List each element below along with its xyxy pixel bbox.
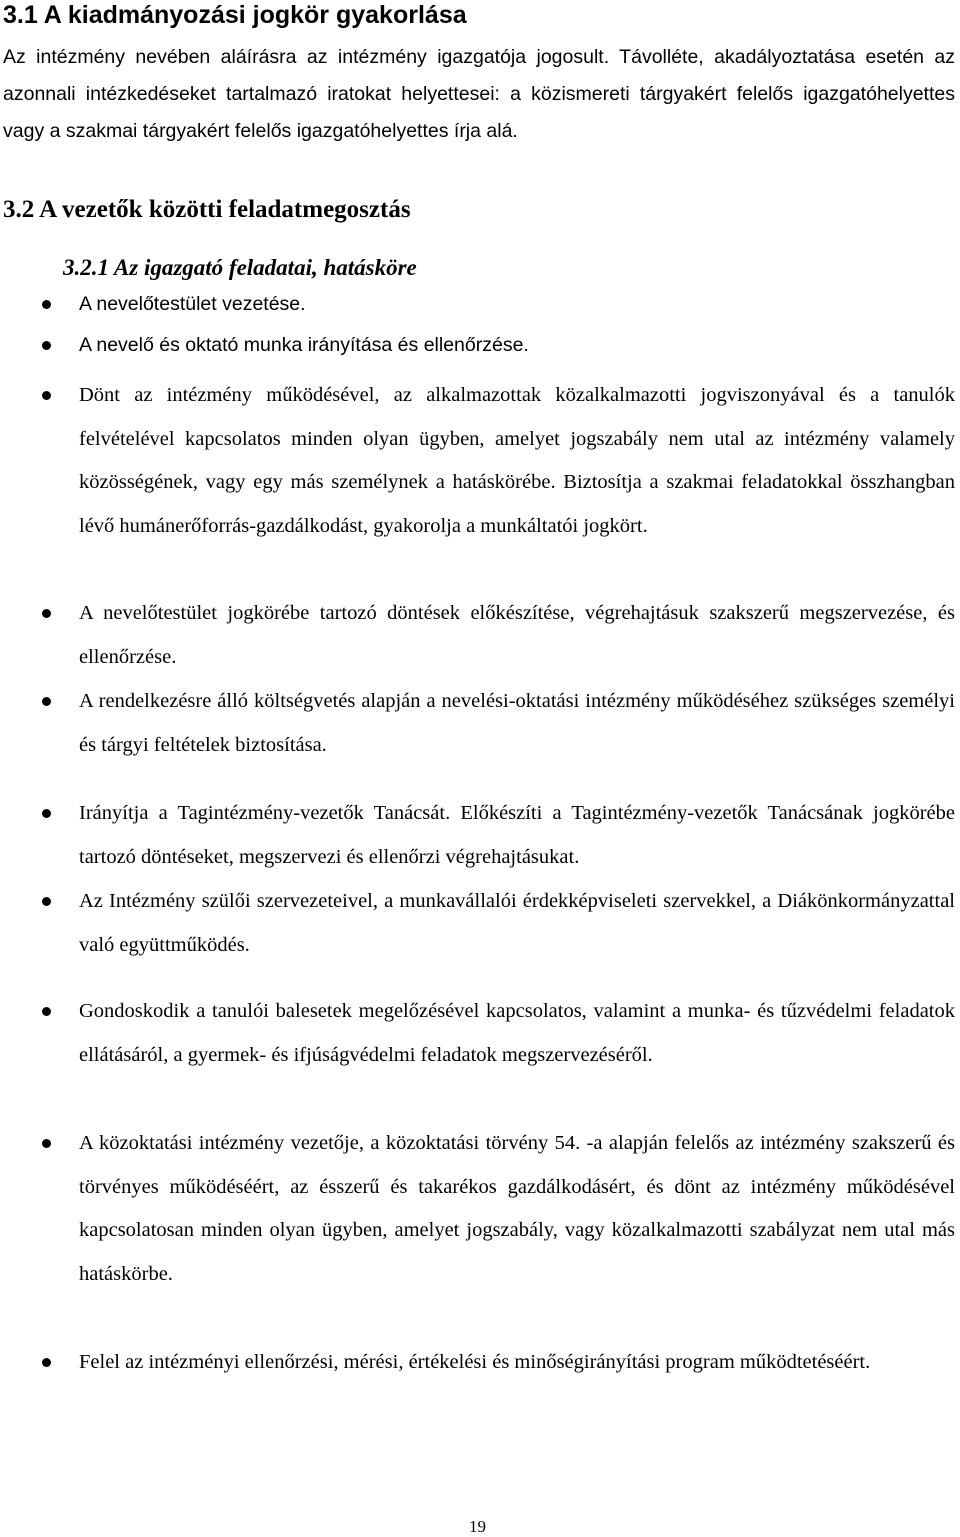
- list-item: [79, 880, 955, 967]
- bullet-icon: [42, 880, 52, 967]
- list-item-text: Az Intézmény szülői szervezeteivel, a munkavállalói érdekképviseleti szervekkel, a Diákönkormányzattal való együttműködés.: [79, 890, 955, 956]
- list-item: [79, 374, 955, 548]
- section-heading-3-1: 3.1 A kiadmányozási jogkör gyakorlása: [3, 1, 467, 29]
- bullet-icon: [42, 1122, 52, 1296]
- bullet-icon: [42, 680, 52, 767]
- list-item-text: Irányítja a Tagintézmény-vezetők Tanácsát. Előkészíti a Tagintézmény-vezetők Tanácsának jogkörébe tartozó döntéseket, megszervezi és ellenőrzi végrehajtásukat.: [79, 802, 955, 868]
- bullet-icon: [42, 284, 52, 325]
- list-item-text: A nevelő és oktató munka irányítása és ellenőrzése.: [79, 334, 529, 356]
- list-item: [79, 792, 955, 879]
- list-item-text: A nevelőtestület vezetése.: [79, 293, 306, 315]
- list-item-text: Gondoskodik a tanulói balesetek megelőzésével kapcsolatos, valamint a munka- és tűzvédelmi feladatok ellátásáról, a gyermek- és ifjúságvédelmi feladatok megszervezéséről.: [79, 1000, 955, 1066]
- list-item: [79, 1122, 955, 1296]
- list-item-text: Dönt az intézmény működésével, az alkalmazottak közalkalmazotti jogviszonyával és a tanulók felvételével kapcsolatos minden olyan ügyben, amelyet jogszabály nem utal az intézmény valamely közösségének, vagy egy más személynek a hatáskörébe. Biztosítja a szakmai feladatokkal összhangban lévő humánerőforrás-gazdálkodást, gyakorolja a munkáltatói jogkört.: [79, 384, 955, 537]
- bullet-icon: [42, 1341, 52, 1385]
- subsection-heading-3-2-1: 3.2.1 Az igazgató feladatai, hatásköre: [63, 255, 417, 280]
- bullet-icon: [42, 990, 52, 1077]
- list-item: [79, 990, 955, 1077]
- bullet-icon: [42, 374, 52, 548]
- section-3-1-paragraph: Az intézmény nevében aláírásra az intézmény igazgatója jogosult. Távolléte, akadályoztatása esetén az azonnali intézkedéseket tartalmazó iratokat helyettesei: a közismereti tárgyakért felelős igazgatóhelyettes vagy a szakmai tárgyakért felelős igazgatóhelyettes írja alá.: [3, 46, 955, 142]
- bullet-icon: [42, 792, 52, 879]
- list-item: [79, 325, 955, 366]
- list-item: [79, 592, 955, 679]
- list-item-text: Felel az intézményi ellenőrzési, mérési, értékelési és minőségirányítási program működtetéséért.: [79, 1351, 871, 1373]
- bullet-icon: [42, 325, 52, 366]
- section-heading-3-2: 3.2 A vezetők közötti feladatmegosztás: [3, 196, 411, 223]
- list-item: [79, 680, 955, 767]
- bullet-icon: [42, 592, 52, 679]
- list-item-text: A közoktatási intézmény vezetője, a közoktatási törvény 54. -a alapján felelős az intézmény szakszerű és törvényes működéséért, az ésszerű és takarékos gazdálkodásért, és dönt az intézmény működésével kapcsolatosan minden olyan ügyben, amelyet jogszabály, vagy közalkalmazotti szabályzat nem utal más hatáskörbe.: [79, 1132, 955, 1285]
- list-item-text: A nevelőtestület jogkörébe tartozó döntések előkészítése, végrehajtásuk szakszerű megszervezése, és ellenőrzése.: [79, 602, 955, 668]
- list-item-text: A rendelkezésre álló költségvetés alapján a nevelési-oktatási intézmény működéséhez szükséges személyi és tárgyi feltételek biztosítása.: [79, 690, 955, 756]
- page-number: 19: [469, 1517, 486, 1536]
- list-item: [79, 284, 955, 325]
- list-item: [79, 1341, 955, 1385]
